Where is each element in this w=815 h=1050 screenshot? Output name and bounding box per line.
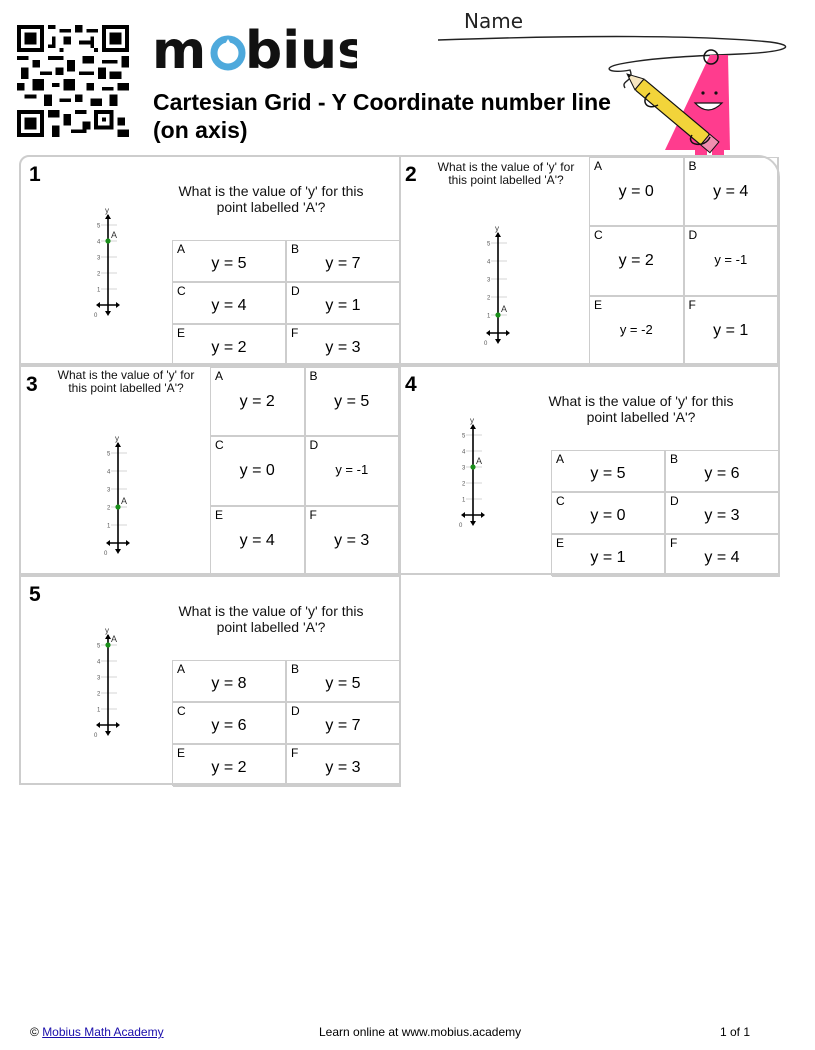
answer-value: y = 3 xyxy=(325,758,361,776)
answer-letter: C xyxy=(594,228,603,243)
name-label: Name xyxy=(464,9,524,33)
answer-letter: E xyxy=(177,326,186,340)
point-a-marker xyxy=(495,312,500,317)
answer-option-f[interactable] xyxy=(685,297,780,366)
answer-letter: D xyxy=(291,284,300,298)
svg-text:3: 3 xyxy=(487,277,491,284)
answer-letter: F xyxy=(688,297,696,312)
answer-option-c[interactable] xyxy=(552,493,666,535)
answer-value: y = 2 xyxy=(618,252,654,270)
answer-option-f[interactable] xyxy=(287,745,401,787)
answer-letter: F xyxy=(291,326,299,340)
answer-option-c[interactable] xyxy=(173,283,287,325)
y-number-line xyxy=(81,199,141,319)
svg-text:bius: bius xyxy=(245,24,357,74)
point-a-marker xyxy=(105,238,110,243)
copyright-symbol: © xyxy=(30,1025,39,1039)
answer-value: y = 3 xyxy=(334,531,370,549)
svg-text:4: 4 xyxy=(487,259,491,266)
answer-value: y = 1 xyxy=(713,321,749,339)
answer-option-d[interactable] xyxy=(306,437,401,506)
question-cell-2 xyxy=(399,155,780,365)
question-text: What is the value of 'y' for this point labelled 'A'? xyxy=(178,603,364,635)
answer-value: y = 7 xyxy=(325,254,361,272)
point-a-marker xyxy=(115,504,120,509)
answer-value: y = 5 xyxy=(590,464,626,482)
svg-text:5: 5 xyxy=(107,451,111,458)
answer-option-e[interactable] xyxy=(173,325,287,367)
answer-letter: B xyxy=(670,452,679,466)
answer-value: y = 7 xyxy=(325,716,361,734)
answer-letter: D xyxy=(291,704,300,718)
answer-letter: B xyxy=(291,242,300,256)
answer-letter: E xyxy=(556,536,565,550)
y-number-line xyxy=(471,217,531,347)
answer-value: y = 4 xyxy=(211,296,247,314)
answer-option-c[interactable] xyxy=(211,437,306,506)
answer-option-e[interactable] xyxy=(173,745,287,787)
answer-value: y = 4 xyxy=(239,531,275,549)
svg-text:A: A xyxy=(121,496,128,506)
svg-text:1: 1 xyxy=(97,287,101,294)
question-number: 5 xyxy=(29,583,41,606)
answer-option-d[interactable] xyxy=(287,283,401,325)
answer-option-c[interactable] xyxy=(590,227,685,296)
answer-value: y = 5 xyxy=(334,392,370,410)
answer-option-d[interactable] xyxy=(685,227,780,296)
y-number-line xyxy=(446,409,506,529)
y-number-line xyxy=(91,427,151,557)
answer-letter: E xyxy=(215,507,224,522)
point-a-marker xyxy=(105,642,110,647)
question-number: 2 xyxy=(405,163,417,186)
question-text: What is the value of 'y' for this point labelled 'A'? xyxy=(178,183,364,215)
svg-text:2: 2 xyxy=(107,505,111,512)
answer-option-a[interactable] xyxy=(173,241,287,283)
svg-text:2: 2 xyxy=(97,691,101,698)
answer-value: y = 8 xyxy=(211,674,247,692)
answer-option-d[interactable] xyxy=(287,703,401,745)
svg-text:1: 1 xyxy=(107,523,111,530)
answer-value: y = -1 xyxy=(335,462,369,478)
svg-text:y: y xyxy=(105,626,109,635)
answer-letter: F xyxy=(670,536,678,550)
svg-text:y: y xyxy=(115,434,119,443)
answer-value: y = 6 xyxy=(211,716,247,734)
svg-text:y: y xyxy=(105,206,109,215)
answer-value: y = 4 xyxy=(704,548,740,566)
answer-letter: A xyxy=(177,242,186,256)
svg-text:3: 3 xyxy=(462,465,466,472)
question-cell-3 xyxy=(19,365,401,575)
footer-center-text: Learn online at www.mobius.academy xyxy=(319,1025,522,1039)
answer-letter: C xyxy=(177,704,186,718)
answer-letter: C xyxy=(215,438,224,453)
question-text: What is the value of 'y' for this point labelled 'A'? xyxy=(437,160,575,187)
answer-option-a[interactable] xyxy=(211,368,306,437)
svg-text:0: 0 xyxy=(94,313,98,319)
question-cell-4 xyxy=(399,365,780,575)
svg-text:A: A xyxy=(111,230,118,240)
svg-text:2: 2 xyxy=(487,295,491,302)
answer-option-f[interactable] xyxy=(306,507,401,576)
answer-letter: D xyxy=(309,438,319,453)
answer-value: y = -2 xyxy=(619,321,653,337)
question-number: 4 xyxy=(405,373,417,396)
answer-grid xyxy=(172,240,401,366)
answer-letter: A xyxy=(177,662,186,676)
svg-text:A: A xyxy=(476,456,483,466)
answer-value: y = 0 xyxy=(618,182,654,200)
answer-value: y = 1 xyxy=(590,548,626,566)
answer-option-b[interactable] xyxy=(287,241,401,283)
answer-letter: C xyxy=(177,284,186,298)
answer-letter: E xyxy=(594,297,603,312)
question-cell-5 xyxy=(19,575,401,785)
answer-value: y = 0 xyxy=(590,506,626,524)
answer-value: y = 5 xyxy=(325,674,361,692)
answer-option-f[interactable] xyxy=(666,535,780,577)
svg-text:2: 2 xyxy=(97,271,101,278)
svg-text:5: 5 xyxy=(97,223,101,230)
answer-value: y = 4 xyxy=(713,182,749,200)
answer-value: y = 2 xyxy=(211,758,247,776)
svg-text:1: 1 xyxy=(487,313,491,320)
qr-code xyxy=(17,25,129,137)
svg-text:3: 3 xyxy=(107,487,111,494)
svg-text:5: 5 xyxy=(487,241,491,248)
question-cell-1 xyxy=(19,155,401,365)
svg-text:4: 4 xyxy=(97,659,101,666)
answer-letter: C xyxy=(556,494,565,508)
svg-text:5: 5 xyxy=(97,643,101,650)
point-a-marker xyxy=(470,464,475,469)
answer-letter: B xyxy=(688,159,697,173)
svg-text:0: 0 xyxy=(104,551,108,557)
y-number-line xyxy=(81,619,141,739)
mascot-illustration xyxy=(610,45,740,157)
svg-text:3: 3 xyxy=(97,675,101,682)
svg-text:y: y xyxy=(495,224,499,233)
answer-option-c[interactable] xyxy=(173,703,287,745)
svg-text:4: 4 xyxy=(462,449,466,456)
svg-text:y: y xyxy=(470,416,474,425)
answer-letter: B xyxy=(309,369,318,383)
answer-option-a[interactable] xyxy=(552,451,666,493)
mobius-logo xyxy=(152,24,357,74)
svg-text:5: 5 xyxy=(462,433,466,440)
svg-text:0: 0 xyxy=(484,341,488,347)
svg-text:1: 1 xyxy=(462,497,466,504)
answer-grid xyxy=(172,660,401,786)
answer-value: y = -1 xyxy=(714,252,748,268)
svg-text:1: 1 xyxy=(97,707,101,714)
answer-grid xyxy=(551,450,780,576)
svg-text:4: 4 xyxy=(97,239,101,246)
answer-letter: B xyxy=(291,662,300,676)
answer-letter: A xyxy=(215,369,224,383)
answer-option-b[interactable] xyxy=(287,661,401,703)
answer-option-e[interactable] xyxy=(590,297,685,366)
answer-option-b[interactable] xyxy=(685,158,780,227)
answer-option-b[interactable] xyxy=(306,368,401,437)
svg-text:2: 2 xyxy=(462,481,466,488)
svg-text:0: 0 xyxy=(459,523,463,529)
answer-option-e[interactable] xyxy=(552,535,666,577)
answer-option-e[interactable] xyxy=(211,507,306,576)
answer-option-b[interactable] xyxy=(666,451,780,493)
svg-text:4: 4 xyxy=(107,469,111,476)
answer-value: y = 0 xyxy=(239,462,275,480)
svg-text:3: 3 xyxy=(97,255,101,262)
footer-copyright xyxy=(30,1025,164,1039)
answer-grid xyxy=(589,157,779,365)
question-number: 1 xyxy=(29,163,41,186)
answer-value: y = 2 xyxy=(239,392,275,410)
answer-value: y = 3 xyxy=(704,506,740,524)
svg-text:A: A xyxy=(111,634,118,644)
svg-text:A: A xyxy=(501,304,508,314)
question-text: What is the value of 'y' for this point labelled 'A'? xyxy=(548,393,734,425)
answer-letter: D xyxy=(688,228,698,243)
answer-value: y = 5 xyxy=(211,254,247,272)
answer-value: y = 1 xyxy=(325,296,361,314)
question-text: What is the value of 'y' for this point labelled 'A'? xyxy=(57,368,195,395)
svg-text:m: m xyxy=(152,24,207,74)
answer-value: y = 2 xyxy=(211,338,247,356)
answer-value: y = 6 xyxy=(704,464,740,482)
answer-letter: F xyxy=(291,746,299,760)
answer-letter: F xyxy=(309,507,317,522)
answer-letter: A xyxy=(594,159,603,173)
question-number: 3 xyxy=(26,373,38,396)
page-number: 1 of 1 xyxy=(720,1025,751,1039)
answer-value: y = 3 xyxy=(325,338,361,356)
answer-letter: A xyxy=(556,452,565,466)
svg-text:0: 0 xyxy=(94,733,98,739)
answer-grid xyxy=(210,367,400,575)
answer-option-a[interactable] xyxy=(173,661,287,703)
answer-letter: E xyxy=(177,746,186,760)
answer-option-d[interactable] xyxy=(666,493,780,535)
mobius-academy-link[interactable]: Mobius Math Academy xyxy=(42,1025,164,1039)
answer-option-a[interactable] xyxy=(590,158,685,227)
page-title: Cartesian Grid - Y Coordinate number line (on axis) xyxy=(153,89,611,143)
answer-letter: D xyxy=(670,494,679,508)
answer-option-f[interactable] xyxy=(287,325,401,367)
